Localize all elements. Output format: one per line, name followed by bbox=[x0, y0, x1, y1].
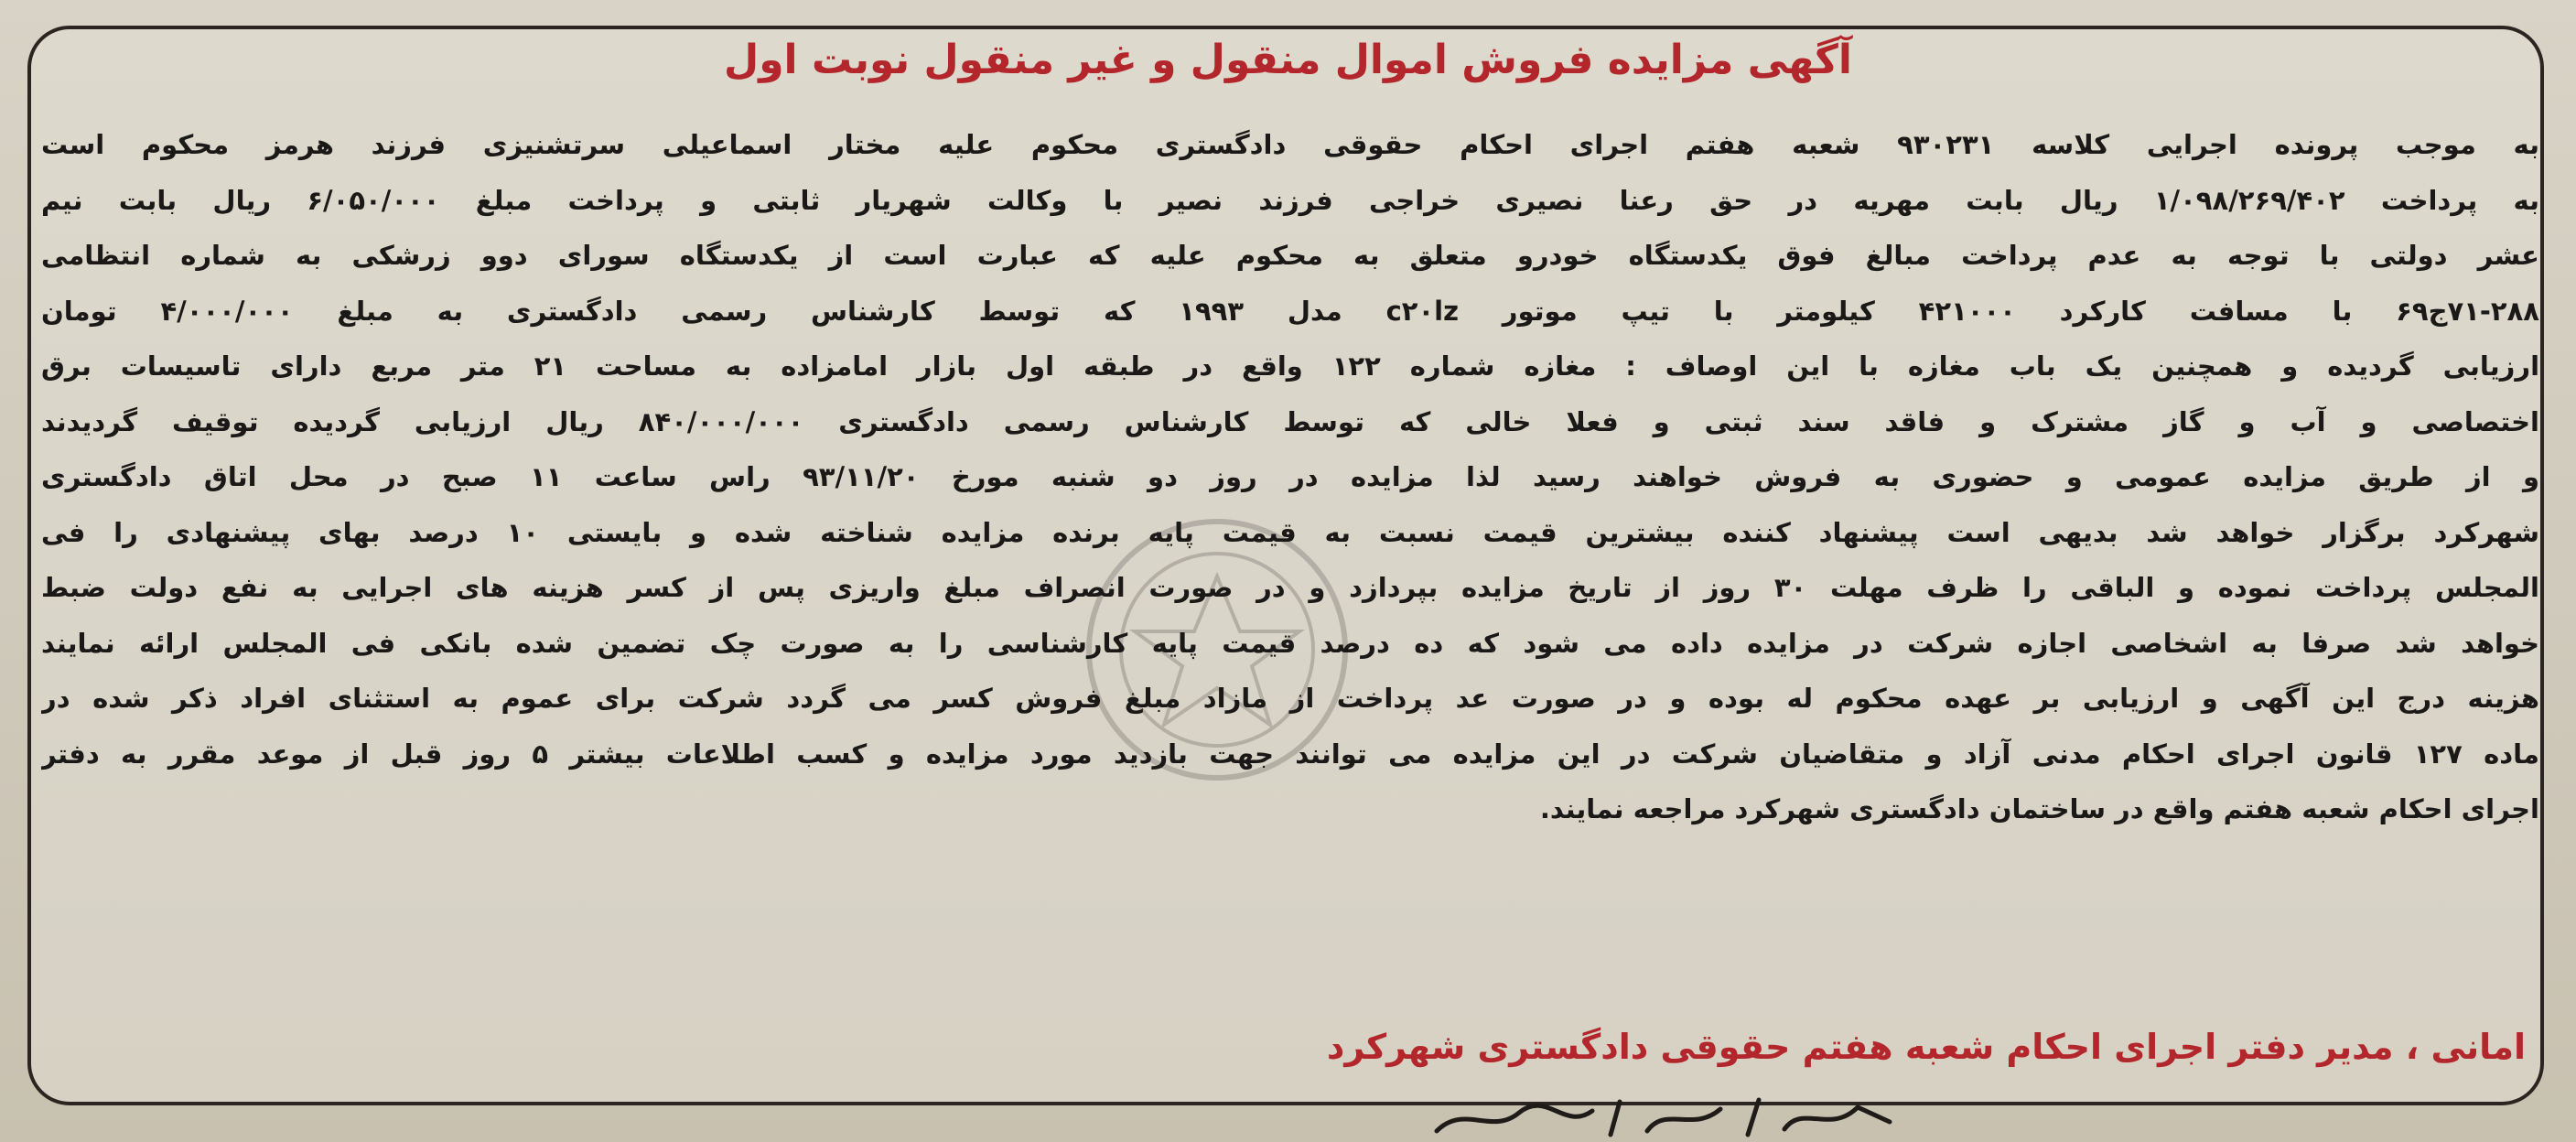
notice-line-11: هزینه درج این آگهی و ارزیابی بر عهده محکوم له بوده و در صورت عد پرداخت از مازاد مبلغ فروش کسر می گردد شرکت برای عموم به استثنای افراد ذکر شده در bbox=[41, 683, 2539, 714]
notice-signature: امانی ، مدیر دفتر اجرای احکام شعبه هفتم حقوقی دادگستری شهرکرد bbox=[1326, 1027, 2526, 1067]
notice-line-4: ۷۱-۲۸۸ج۶۹ با مسافت کارکرد ۴۲۱۰۰۰ کیلومتر با تیپ موتور c۲۰lz مدل ۱۹۹۳ که توسط کارشناس رسمی دادگستری به مبلغ ۴/۰۰۰/۰۰۰ تومان bbox=[41, 295, 2539, 327]
notice-line-13: اجرای احکام شعبه هفتم واقع در ساختمان دادگستری شهرکرد مراجعه نمایند. bbox=[1539, 793, 2539, 824]
notice-line-10: خواهد شد صرفا به اشخاصی اجازه شرکت در مزایده داده می شود که ده درصد قیمت پایه کارشناسی را به صورت چک تضمین شده بانکی فی المجلس ارائه نمایند bbox=[41, 627, 2539, 659]
notice-line-9: المجلس پرداخت نموده و الباقی را ظرف مهلت ۳۰ روز از تاریخ مزایده بپردازد و در صورت انصراف مبلغ واریزی پس از کسر هزینه های اجرایی به نفع دولت ضبط bbox=[41, 572, 2539, 603]
notice-line-6: اختصاصی و آب و گاز مشترک و فاقد سند ثبتی و فعلا خالی که توسط کارشناس رسمی دادگستری ۸۴۰/۰۰۰/۰۰۰ ریال ارزیابی گردیده توقیف گردیدند bbox=[41, 405, 2539, 437]
notice-line-8: شهرکرد برگزار خواهد شد بدیهی است پیشنهاد کننده بیشترین قیمت نسبت به قیمت پایه برنده مزایده شناخته شده و بایستی ۱۰ درصد بهای پیشنهادی را فی bbox=[41, 516, 2539, 548]
notice-line-12: ماده ۱۲۷ قانون اجرای احکام مدنی آزاد و متقاضیان شرکت در این مزایده می توانند جهت بازدید مورد مزایده و کسب اطلاعات بیشتر ۵ روز قبل از موعد مقرر به دفتر bbox=[41, 738, 2539, 770]
notice-line-2: به پرداخت ۱/۰۹۸/۲۶۹/۴۰۲ ریال بابت مهریه در حق رعنا نصیری خراجی فرزند نصیر با وکالت شهریار ثابتی و پرداخت مبلغ ۶/۰۵۰/۰۰۰ ریال بابت نیم bbox=[41, 184, 2539, 216]
notice-body bbox=[41, 117, 2539, 837]
notice-line-1: به موجب پرونده اجرایی کلاسه ۹۳۰۲۳۱ شعبه هفتم اجرای احکام حقوقی دادگستری محکوم علیه مختار اسماعیلی سرتشنیزی فرزند هرمز محکوم است bbox=[41, 129, 2539, 160]
handwritten-date-mark bbox=[1428, 1094, 1903, 1142]
notice-line-7: و از طریق مزایده عمومی و حضوری به فروش خواهند رسید لذا مزایده در روز دو شنبه مورخ ۹۳/۱۱/۲۰ راس ساعت ۱۱ صبح در محل اتاق دادگستری bbox=[41, 461, 2539, 492]
notice-title: آگهی مزایده فروش اموال منقول و غیر منقول نوبت اول bbox=[724, 37, 1852, 83]
notice-line-3: عشر دولتی با توجه به عدم پرداخت مبالغ فوق یکدستگاه خودرو متعلق به محکوم علیه که عبارت است از یکدستگاه سورای دوو زرشکی به شماره انتظامی bbox=[41, 240, 2539, 271]
notice-line-5: ارزیابی گردیده و همچنین یک باب مغازه با این اوصاف : مغازه شماره ۱۲۲ واقع در طبقه اول بازار امامزاده به مساحت ۲۱ متر مربع دارای تاسیسات برق bbox=[41, 350, 2539, 382]
